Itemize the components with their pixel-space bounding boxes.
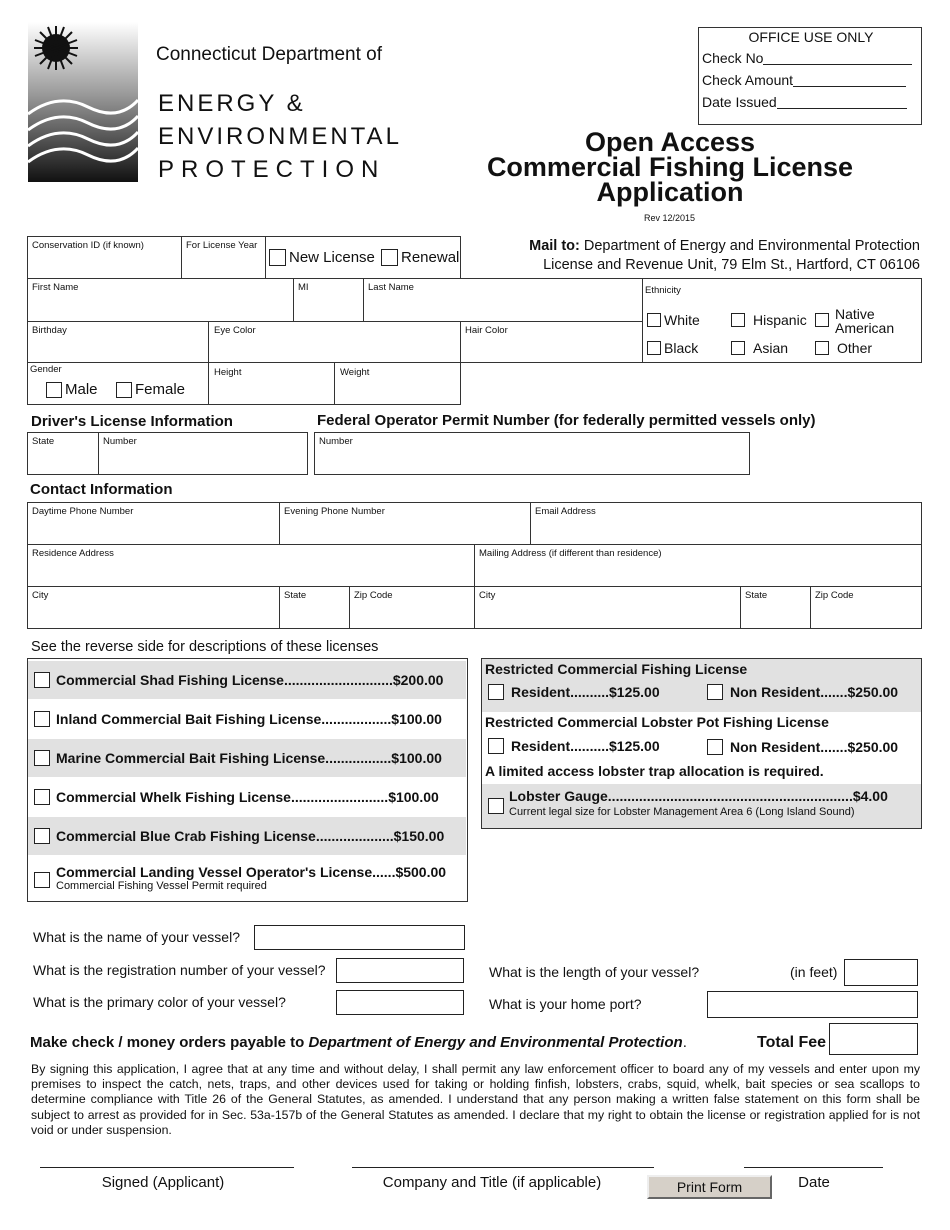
mail-to-label: Mail to: — [529, 238, 580, 254]
form-title — [470, 127, 870, 207]
license-landing-vessel[interactable] — [28, 857, 466, 899]
renewal-option[interactable] — [381, 249, 459, 266]
first-name-field[interactable] — [27, 278, 294, 322]
dl-state-label: State — [32, 436, 55, 447]
hair-color-label: Hair Color — [465, 325, 508, 336]
restricted-resident[interactable] — [488, 684, 660, 700]
mail-address-2: License and Revenue Unit, 79 Elm St., Hartford, CT 06106 — [543, 257, 920, 273]
hispanic-label: Hispanic — [753, 312, 807, 328]
email-label: Email Address — [535, 506, 596, 517]
mailing-city-label: City — [479, 590, 496, 601]
conservation-id-field[interactable] — [27, 236, 182, 279]
check-no-label: Check No — [702, 50, 764, 66]
check-amount-field[interactable] — [702, 72, 906, 90]
deep-logo — [28, 22, 402, 187]
asian-label: Asian — [753, 340, 789, 356]
license-marine-bait[interactable] — [28, 739, 466, 777]
height-label: Height — [214, 367, 242, 378]
marine-bait-checkbox[interactable] — [34, 750, 50, 766]
hispanic-checkbox[interactable] — [731, 313, 745, 327]
white-checkbox[interactable] — [647, 313, 661, 327]
last-name-label: Last Name — [368, 282, 414, 293]
federal-permit-title: Federal Operator Permit Number (for federally permitted vessels only) — [317, 412, 816, 429]
mailing-zip-field[interactable] — [810, 586, 922, 629]
renewal-checkbox[interactable] — [381, 249, 398, 266]
restricted-nonresident-label: Non Resident.......$250.00 — [730, 684, 899, 700]
signed-label: Signed (Applicant) — [101, 1174, 225, 1191]
dl-number-label: Number — [103, 436, 137, 447]
black-label: Black — [664, 340, 699, 356]
lobster-nonresident[interactable] — [707, 739, 898, 755]
shad-checkbox[interactable] — [34, 672, 50, 688]
mailing-zip-label: Zip Code — [815, 590, 854, 601]
office-title: OFFICE USE ONLY — [748, 29, 874, 45]
date-issued-field[interactable] — [702, 94, 907, 112]
license-inland-bait[interactable] — [28, 700, 466, 738]
logo-line-3: ENVIRONMENTAL — [158, 123, 402, 150]
mailing-address-field[interactable] — [474, 544, 922, 587]
lobster-gauge-checkbox[interactable] — [488, 798, 504, 814]
height-field[interactable] — [208, 362, 335, 405]
vessel-reg-input[interactable] — [336, 958, 464, 983]
landing-vessel-label: Commercial Landing Vessel Operator's License......$500.00 — [56, 864, 447, 880]
new-license-checkbox[interactable] — [269, 249, 286, 266]
landing-vessel-checkbox[interactable] — [34, 872, 50, 888]
vessel-color-question: What is the primary color of your vessel? — [33, 994, 286, 1010]
ethnicity-white[interactable] — [647, 312, 700, 328]
date-line[interactable] — [744, 1167, 883, 1168]
license-blue-crab[interactable] — [28, 817, 466, 855]
title-line-1: Open Access — [584, 127, 756, 157]
mailing-state-field[interactable] — [740, 586, 811, 629]
license-whelk[interactable] — [28, 778, 466, 816]
evening-phone-field[interactable] — [279, 502, 531, 545]
ethnicity-label: Ethnicity — [645, 285, 681, 296]
whelk-checkbox[interactable] — [34, 789, 50, 805]
vessel-reg-question: What is the registration number of your vessel? — [33, 962, 326, 978]
conservation-id-label: Conservation ID (if known) — [32, 240, 144, 251]
residence-zip-label: Zip Code — [354, 590, 393, 601]
male-label: Male — [65, 381, 98, 398]
mailing-city-field[interactable] — [474, 586, 741, 629]
lobster-resident-checkbox[interactable] — [488, 738, 504, 754]
birthday-field[interactable] — [27, 321, 209, 363]
license-shad[interactable] — [28, 661, 466, 699]
lobster-nonresident-label: Non Resident.......$250.00 — [730, 739, 899, 755]
renewal-label: Renewal — [401, 249, 460, 266]
date-issued-line — [777, 94, 907, 109]
first-name-label: First Name — [32, 282, 79, 293]
ethnicity-native-american[interactable] — [815, 307, 905, 335]
logo-line-2: ENERGY & — [158, 90, 306, 117]
female-label: Female — [135, 381, 186, 398]
date-label: Date — [798, 1174, 830, 1191]
residence-city-field[interactable] — [27, 586, 280, 629]
in-feet-label: (in feet) — [790, 964, 838, 980]
logo-emblem-icon — [28, 22, 138, 184]
last-name-field[interactable] — [363, 278, 643, 322]
daytime-phone-label: Daytime Phone Number — [32, 506, 134, 517]
shad-label: Commercial Shad Fishing License............................$200.00 — [56, 672, 444, 688]
mailing-state-label: State — [745, 590, 768, 601]
restricted-nonresident[interactable] — [707, 684, 898, 700]
ethnicity-asian[interactable] — [731, 340, 788, 356]
male-checkbox[interactable] — [46, 382, 62, 398]
restricted-title: Restricted Commercial Fishing License — [485, 661, 748, 677]
payment-prefix: Make check / money orders payable to — [30, 1034, 309, 1051]
other-label: Other — [837, 340, 873, 356]
ethnicity-box — [642, 278, 922, 363]
signature-line[interactable] — [40, 1167, 294, 1168]
lobster-gauge[interactable] — [482, 784, 921, 828]
lobster-title: Restricted Commercial Lobster Pot Fishing License — [485, 714, 829, 730]
eye-color-label: Eye Color — [214, 325, 256, 336]
native-american-checkbox[interactable] — [815, 313, 829, 327]
birthday-label: Birthday — [32, 325, 67, 336]
total-fee-label: Total Fee — [757, 1034, 827, 1051]
evening-phone-label: Evening Phone Number — [284, 506, 385, 517]
vessel-color-input[interactable] — [336, 990, 464, 1015]
whelk-label: Commercial Whelk Fishing License.........................$100.00 — [56, 789, 439, 805]
mail-line-1 — [470, 237, 920, 256]
total-fee-input[interactable] — [829, 1023, 918, 1055]
weight-field[interactable] — [334, 362, 461, 405]
date-issued-label: Date Issued — [702, 94, 777, 110]
mailing-address-label: Mailing Address (if different than residence) — [479, 548, 662, 559]
restricted-resident-checkbox[interactable] — [488, 684, 504, 700]
restricted-resident-label: Resident..........$125.00 — [511, 684, 660, 700]
gender-male[interactable] — [46, 381, 98, 398]
ethnicity-black[interactable] — [647, 340, 698, 356]
restricted-nonresident-checkbox[interactable] — [707, 684, 723, 700]
ethnicity-other[interactable] — [815, 340, 872, 356]
eye-color-field[interactable] — [208, 321, 461, 363]
drivers-license-title: Driver's License Information — [31, 413, 233, 430]
payment-suffix: . — [682, 1034, 687, 1051]
lobster-resident-label: Resident..........$125.00 — [511, 738, 660, 754]
lobster-nonresident-checkbox[interactable] — [707, 739, 723, 755]
office-use-box — [698, 27, 922, 125]
mi-field[interactable] — [293, 278, 364, 322]
new-license-option[interactable] — [269, 249, 375, 266]
inland-bait-checkbox[interactable] — [34, 711, 50, 727]
home-port-question: What is your home port? — [489, 996, 642, 1012]
check-no-line — [763, 50, 912, 65]
license-note: See the reverse side for descriptions of these licenses — [31, 639, 379, 655]
license-year-field[interactable] — [181, 236, 266, 279]
email-field[interactable] — [530, 502, 922, 545]
landing-vessel-text — [56, 864, 446, 892]
blue-crab-label: Commercial Blue Crab Fishing License....................$150.00 — [56, 828, 445, 844]
vessel-length-input[interactable] — [844, 959, 918, 986]
hair-color-field[interactable] — [460, 321, 643, 363]
other-checkbox[interactable] — [815, 341, 829, 355]
marine-bait-label: Marine Commercial Bait Fishing License.................$100.00 — [56, 750, 442, 766]
home-port-input[interactable] — [707, 991, 918, 1018]
payment-instructions — [30, 1034, 687, 1051]
dl-state-field[interactable] — [27, 432, 99, 475]
daytime-phone-field[interactable] — [27, 502, 280, 545]
mi-label: MI — [298, 282, 309, 293]
residence-state-label: State — [284, 590, 307, 601]
company-line[interactable] — [352, 1167, 654, 1168]
residence-address-field[interactable] — [27, 544, 475, 587]
print-form-button[interactable]: Print Form — [647, 1175, 772, 1199]
weight-label: Weight — [340, 367, 370, 378]
inland-bait-label: Inland Commercial Bait Fishing License..................$100.00 — [56, 711, 442, 727]
lobster-note: A limited access lobster trap allocation is required. — [485, 763, 824, 779]
federal-number-field[interactable] — [314, 432, 750, 475]
residence-zip-field[interactable] — [349, 586, 475, 629]
contact-title: Contact Information — [30, 481, 173, 498]
lobster-resident[interactable] — [488, 738, 660, 754]
residence-city-label: City — [32, 590, 49, 601]
payment-payee: Department of Energy and Environmental Protection — [308, 1034, 683, 1051]
blue-crab-checkbox[interactable] — [34, 828, 50, 844]
ethnicity-hispanic[interactable] — [731, 312, 807, 328]
logo-line-1: Connecticut Department of — [156, 44, 383, 65]
license-type-box — [265, 236, 461, 279]
company-label: Company and Title (if applicable) — [382, 1174, 602, 1191]
check-no-field[interactable] — [702, 50, 912, 68]
restricted-section — [482, 659, 921, 712]
vessel-name-input[interactable] — [254, 925, 465, 950]
lobster-gauge-sub: Current legal size for Lobster Management Area 6 (Long Island Sound) — [509, 806, 855, 818]
residence-address-label: Residence Address — [32, 548, 114, 559]
check-amount-line — [793, 72, 906, 87]
revision-date: Rev 12/2015 — [644, 213, 696, 223]
lobster-gauge-label: Lobster Gauge...............................................................$4.00 — [509, 788, 888, 804]
landing-vessel-sub: Commercial Fishing Vessel Permit required — [56, 880, 267, 892]
mail-to — [470, 237, 920, 275]
agreement-text: By signing this application, I agree that at any time and without delay, I shall permit any law enforcement officer to board any of my vessels and enter upon my premises to inspect the catch, nets, traps, and other devices used for taking or holding finfish, lobsters, crabs, squid, whelk, bait species or sea scallops to determine compliance with Title 26 of the General Statutes, as amended. I understand that any person making a written false statement on this form shall be subject to arrest as provided for in Sec. 53a-157b of the General Statutes as amended. I declare that my right to obtain the license or registration applied for is not void or under suspension. — [31, 1062, 920, 1137]
federal-number-label: Number — [319, 436, 353, 447]
vessel-name-question: What is the name of your vessel? — [33, 929, 240, 945]
logo-line-4: PROTECTION — [158, 156, 386, 183]
asian-checkbox[interactable] — [731, 341, 745, 355]
gender-female[interactable] — [116, 381, 185, 398]
residence-state-field[interactable] — [279, 586, 350, 629]
title-line-2: Commercial Fishing License — [486, 152, 854, 182]
dl-number-field[interactable] — [98, 432, 308, 475]
mail-address-1: Department of Energy and Environmental Protection — [583, 238, 920, 254]
vessel-length-question: What is the length of your vessel? — [489, 964, 700, 980]
female-checkbox[interactable] — [116, 382, 132, 398]
native-american-label: Native American — [835, 306, 895, 336]
new-license-label: New License — [289, 249, 375, 266]
license-year-label: For License Year — [186, 240, 258, 251]
gender-box — [27, 362, 209, 405]
white-label: White — [664, 312, 700, 328]
gender-label: Gender — [30, 364, 62, 375]
black-checkbox[interactable] — [647, 341, 661, 355]
check-amount-label: Check Amount — [702, 72, 794, 88]
title-line-3: Application — [596, 177, 744, 207]
